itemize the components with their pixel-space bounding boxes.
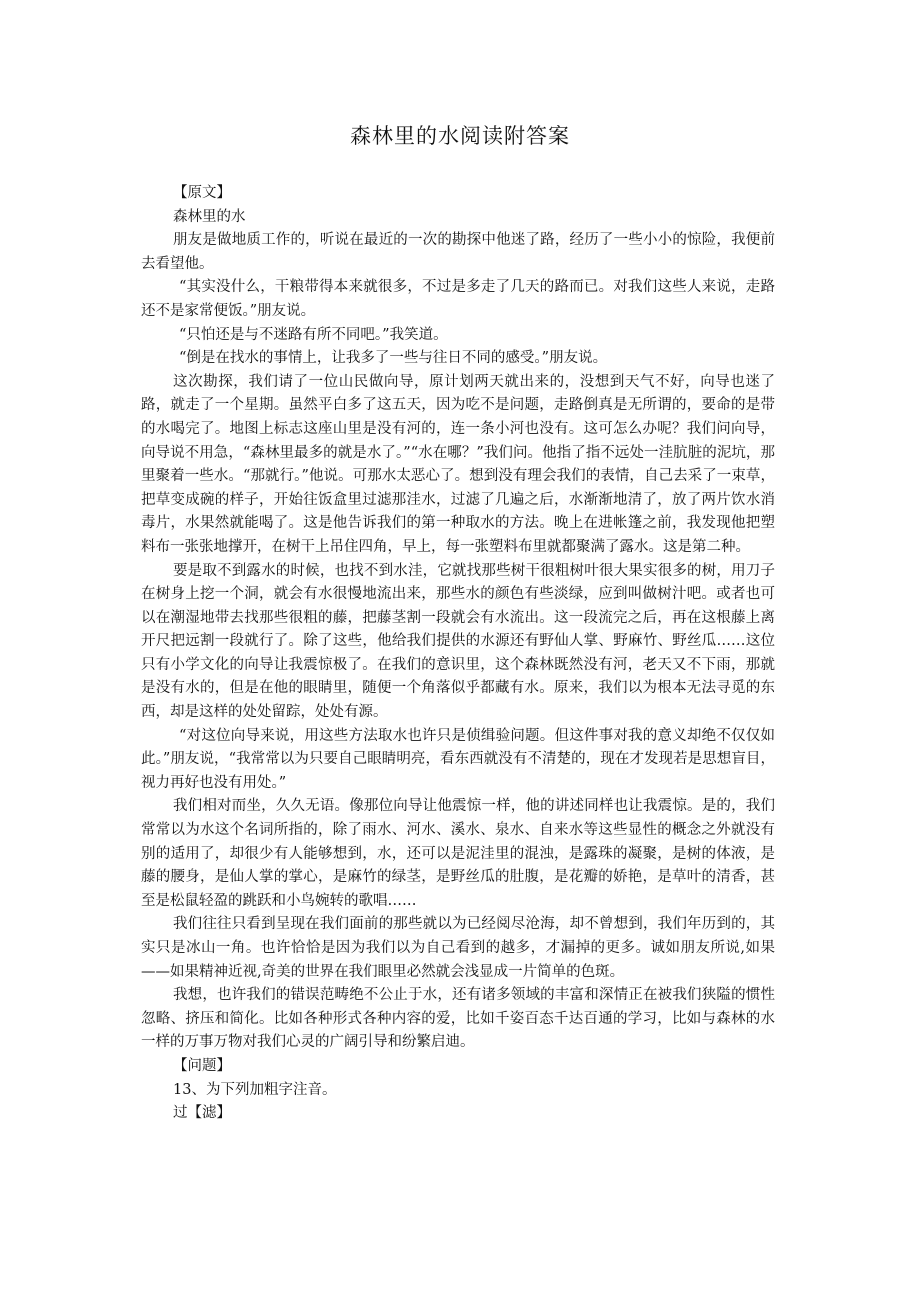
document-title: 森林里的水阅读附答案: [350, 124, 570, 148]
paragraph: 我们相对而坐，久久无语。像那位向导让他震惊一样，他的讲述同样也让我震惊。是的，我们常常以为水这个名词所指的，除了雨水、河水、溪水、泉水、自来水等这些显性的概念之外就没有别的适用了，却很少有人能够想到，水，还可以是泥洼里的混浊，是露珠的凝聚，是树的体液，是藤的腰身，是仙人掌的掌心，是麻竹的绿茎，是野丝瓜的肚腹，是花瓣的娇艳，是草叶的清香，甚至是松鼠轻盈的跳跃和小鸟婉转的歌唱……: [141, 798, 775, 909]
paragraph: “倒是在找水的事情上，让我多了一些与往日不同的感受。”朋友说。: [179, 350, 608, 367]
paragraph: “对这位向导来说，用这些方法取水也许只是侦缉验问题。但这件事对我的意义却绝不仅仅如此。”朋友说，“我常常以为只要自己眼睛明亮，看东西就没有不清楚的，现在才发现若是思想盲目，视力再好也没有用处。”: [141, 727, 775, 791]
paragraph: 我们往往只看到呈现在我们面前的那些就以为已经阅尽沧海，却不曾想到，我们年历到的，其实只是冰山一角。也许恰恰是因为我们以为自己看到的越多，才漏掉的更多。诚如朋友所说,如果——如果精神近视,奇美的世界在我们眼里必然就会浅显成一片简单的色斑。: [141, 916, 775, 980]
section-heading-questions: 【问题】: [173, 1057, 231, 1074]
paragraph: 要是取不到露水的时候，也找不到水洼，它就找那些树干很粗树叶很大果实很多的树，用刀子在树身上挖一个洞，就会有水很慢地流出来，那些水的颜色有些淡绿，应到叫做树汁吧。或者也可以在潮湿地带去找那些很粗的藤，把藤茎割一段就会有水流出。这一段流完之后，再在这根藤上离开尺把远割一段就行了。除了这些，他给我们提供的水源还有野仙人掌、野麻竹、野丝瓜……这位只有小学文化的向导让我震惊极了。在我们的意识里，这个森林既然没有河，老天又不下雨，那就是没有水的，但是在他的眼睛里，随便一个角落似乎都藏有水。原来，我们以为根本无法寻觅的东西，却是这样的处处留踪，处处有源。: [141, 562, 775, 721]
story-title: 森林里的水: [173, 208, 246, 225]
question-13: 13、为下列加粗字注音。: [173, 1081, 337, 1098]
document-body: [141, 182, 775, 1126]
paragraph: 朋友是做地质工作的，听说在最近的一次的勘探中他迷了路，经历了一些小小的惊险，我便前去看望他。: [141, 232, 775, 272]
paragraph: 这次勘探，我们请了一位山民做向导，原计划两天就出来的，没想到天气不好，向导也迷了路，就走了一个星期。虽然平白多了这五天，因为吃不是问题，走路倒真是无所谓的，要命的是带的水喝完了。地图上标志这座山里是没有河的，连一条小河也没有。这可怎么办呢？我们问向导，向导说不用急，“森林里最多的就是水了。”“水在哪？”我们问。他指了指不远处一洼肮脏的泥坑，那里聚着一些水。“那就行。”他说。可那水太恶心了。想到没有理会我们的表情，自己去采了一束草，把草变成碗的样子，开始往饭盒里过滤那洼水，过滤了几遍之后，水渐渐地清了，放了两片饮水消毒片，水果然就能喝了。这是他告诉我们的第一种取水的方法。晚上在进帐篷之前，我发现他把塑料布一张张地撑开，在树干上吊住四角，早上，每一张塑料布里就都聚满了露水。这是第二种。: [141, 373, 775, 555]
paragraph: 我想，也许我们的错误范畴绝不公止于水，还有诸多领域的丰富和深情正在被我们狭隘的惯性忽略、挤压和简化。比如各种形式各种内容的爱，比如千姿百态千达百通的学习，比如与森林的水一样的万事万物对我们心灵的广阔引导和纷繁启迪。: [141, 987, 775, 1051]
section-heading-original: 【原文】: [173, 185, 231, 201]
question-item: 过【滤】: [173, 1105, 231, 1122]
paragraph: “其实没什么，干粮带得本来就很多，不过是多走了几天的路而已。对我们这些人来说，走路还不是家常便饭。”朋友说。: [141, 279, 775, 319]
paragraph: “只怕还是与不迷路有所不同吧。”我笑道。: [179, 326, 448, 343]
